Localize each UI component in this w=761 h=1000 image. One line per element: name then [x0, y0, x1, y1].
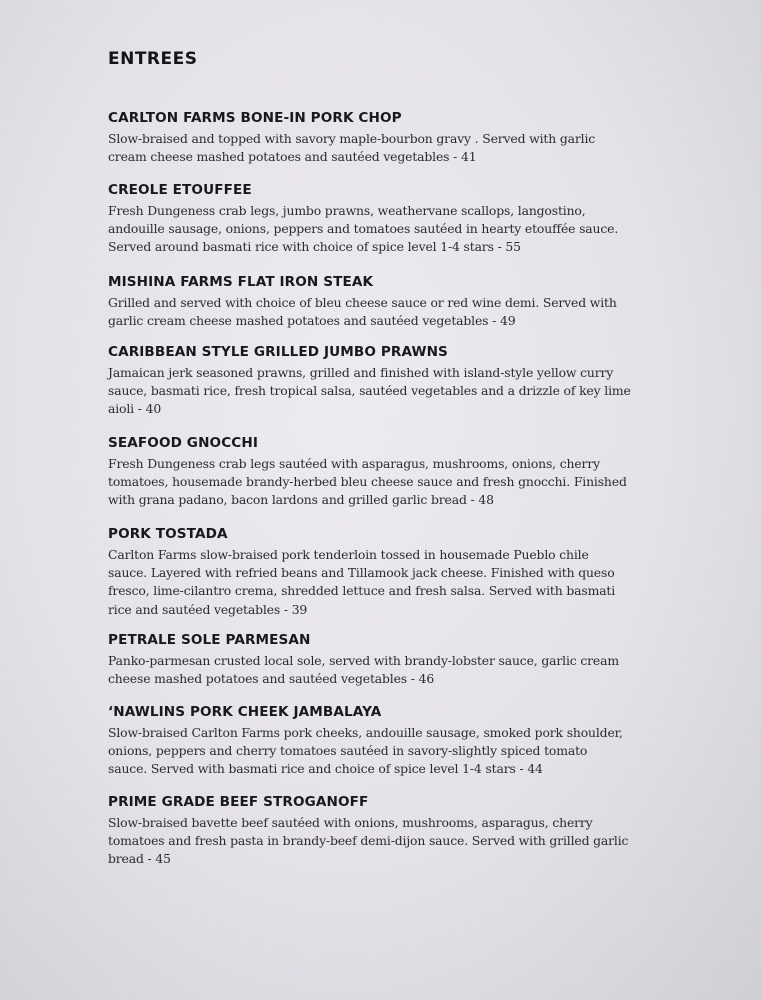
item-name: CARIBBEAN STYLE GRILLED JUMBO PRAWNS: [108, 344, 448, 360]
item-description-line: sauce. Layered with refried beans and Tillamook jack cheese. Finished with queso: [108, 565, 615, 581]
item-description-line: onions, peppers and cherry tomatoes sautéed in savory-slightly spiced tomato: [108, 743, 588, 759]
item-name: PETRALE SOLE PARMESAN: [108, 632, 311, 648]
menu-item: [108, 180, 668, 257]
item-name: MISHINA FARMS FLAT IRON STEAK: [108, 274, 374, 290]
item-name: PORK TOSTADA: [108, 526, 228, 542]
item-description-line: Slow-braised bavette beef sautéed with onions, mushrooms, asparagus, cherry: [108, 815, 593, 830]
item-name: CREOLE ETOUFFEE: [108, 182, 252, 198]
item-description-line: Slow-braised and topped with savory maple-bourbon gravy . Served with garlic: [108, 131, 596, 146]
menu-item: [108, 342, 668, 419]
menu-item: [108, 792, 668, 869]
item-description-line: cheese mashed potatoes and sautéed vegetables - 46: [108, 671, 435, 687]
item-description-line: tomatoes and fresh pasta in brandy-beef demi-dijon sauce. Served with grilled garlic: [108, 833, 629, 849]
item-description-line: Fresh Dungeness crab legs, jumbo prawns, weathervane scallops, langostino,: [108, 203, 586, 218]
item-description-line: sauce, basmati rice, fresh tropical salsa, sautéed vegetables and a drizzle of key lime: [108, 383, 631, 399]
item-description-line: garlic cream cheese mashed potatoes and sautéed vegetables - 49: [108, 313, 516, 329]
menu-item: [108, 433, 668, 510]
item-description-line: cream cheese mashed potatoes and sautéed vegetables - 41: [108, 149, 477, 165]
item-name: SEAFOOD GNOCCHI: [108, 435, 258, 451]
item-name: ‘NAWLINS PORK CHEEK JAMBALAYA: [108, 704, 382, 720]
item-name: PRIME GRADE BEEF STROGANOFF: [108, 794, 369, 810]
item-description-line: rice and sautéed vegetables - 39: [108, 601, 308, 617]
item-description-line: Fresh Dungeness crab legs sautéed with asparagus, mushrooms, onions, cherry: [108, 456, 600, 471]
item-description-line: fresco, lime-cilantro crema, shredded lettuce and fresh salsa. Served with basmati: [108, 583, 616, 599]
item-description-line: sauce. Served with basmati rice and choice of spice level 1-4 stars - 44: [108, 761, 543, 777]
item-description-line: Grilled and served with choice of bleu cheese sauce or red wine demi. Served with: [108, 295, 617, 310]
menu-item: [108, 630, 668, 688]
item-description-line: Jamaican jerk seasoned prawns, grilled and finished with island-style yellow curry: [108, 365, 614, 380]
item-description-line: tomatoes, housemade brandy-herbed bleu cheese sauce and fresh gnocchi. Finished: [108, 474, 627, 490]
item-description-line: Carlton Farms slow-braised pork tenderloin tossed in housemade Pueblo chile: [108, 547, 589, 562]
item-description-line: aioli - 40: [108, 401, 162, 417]
item-description-line: Slow-braised Carlton Farms pork cheeks, andouille sausage, smoked pork shoulder,: [108, 725, 623, 740]
item-description-line: Panko-parmesan crusted local sole, served with brandy-lobster sauce, garlic cream: [108, 653, 619, 668]
item-description-line: with grana padano, bacon lardons and grilled garlic bread - 48: [108, 492, 494, 508]
item-description-line: andouille sausage, onions, peppers and tomatoes sautéed in hearty etouffée sauce.: [108, 221, 619, 237]
item-name: CARLTON FARMS BONE-IN PORK CHOP: [108, 110, 402, 126]
menu-item: [108, 702, 668, 779]
item-description-line: Served around basmati rice with choice of spice level 1-4 stars - 55: [108, 239, 521, 255]
menu-item: [108, 108, 668, 166]
menu-item: [108, 524, 668, 619]
menu-item: [108, 272, 668, 330]
item-description-line: bread - 45: [108, 851, 171, 867]
section-title: ENTREES: [108, 49, 198, 69]
